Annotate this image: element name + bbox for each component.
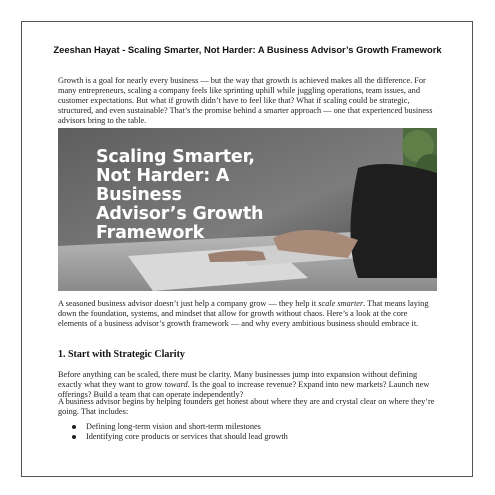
hero-title-line: Not Harder: A: [96, 166, 230, 186]
clarity-text-start: Before anything can be scaled, there must be clarity. Many businesses jump into expansion without defining exactly what they want to grow: [58, 370, 418, 389]
advisor-paragraph: A business advisor begins by helping founders get honest about where they are and crystal clear on where they’re going. That includes:: [58, 397, 435, 416]
framework-emphasis: scale smarter: [318, 299, 364, 308]
hero-image: [58, 128, 437, 291]
bullet-list: [58, 422, 438, 442]
clarity-paragraph: [58, 370, 438, 400]
list-item: [58, 432, 438, 442]
intro-paragraph: Growth is a goal for nearly every business — but the way that growth is achieved makes all the difference. For many entrepreneurs, scaling a company feels like sprinting uphill while juggling operations, team issues, and customer expectations. But what if growth didn’t have to feel like that? What if scaling could be strategic, structured, and even sustainable? That’s the promise behind a smarter approach — one that experienced business advisors bring to the table.: [58, 76, 433, 125]
framework-paragraph: [58, 299, 438, 329]
list-item-text: Identifying core products or services that should lead growth: [86, 432, 288, 441]
framework-text-end: . That means laying down the foundation, systems, and mindset that allow for growth without chaos. Here’s a look at the core elements of a business advisor’s growth framework — and why every ambitious business should embrace it.: [58, 299, 429, 328]
list-item-text: Defining long-term vision and short-term milestones: [86, 422, 261, 431]
document-title: Zeeshan Hayat - Scaling Smarter, Not Harder: A Business Advisor’s Growth Framework: [53, 44, 442, 55]
clarity-text-end: . Is the goal to increase revenue? Expand into new markets? Launch new offerings? Build a team that can operate independently?: [58, 380, 430, 399]
section-heading: 1. Start with Strategic Clarity: [58, 349, 185, 360]
clarity-emphasis: toward: [164, 380, 188, 389]
hero-title-line: Business: [96, 185, 182, 205]
hero-title: [96, 148, 356, 243]
hero-title-line: Framework: [96, 223, 205, 243]
hero-title-line: Advisor’s Growth: [96, 204, 264, 224]
framework-text-start: A seasoned business advisor doesn’t just help a company grow — they help it: [58, 299, 319, 308]
bullet-icon: [72, 435, 76, 439]
list-item: [58, 422, 438, 432]
hero-title-line: Scaling Smarter,: [96, 147, 255, 167]
bullet-icon: [72, 425, 76, 429]
